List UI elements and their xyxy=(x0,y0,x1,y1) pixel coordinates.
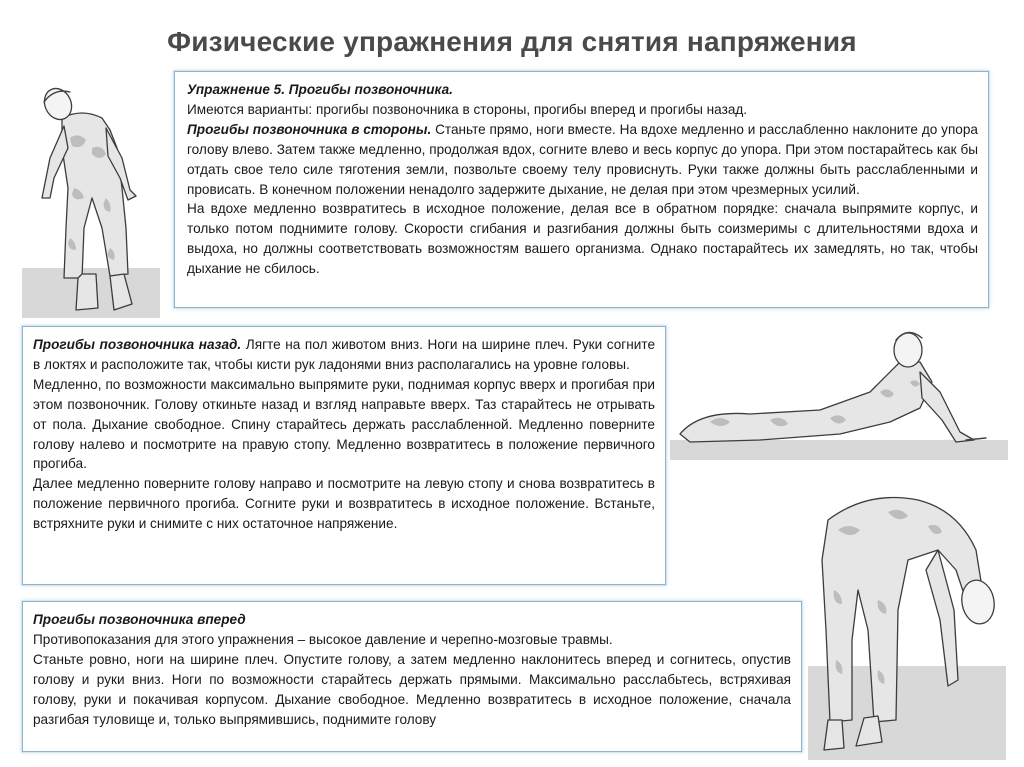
back-bends-heading: Прогибы позвоночника назад. xyxy=(33,337,242,352)
variants-text: Имеются варианты: прогибы позвоночника в стороны, прогибы вперед и прогибы назад. xyxy=(187,101,748,117)
forward-bend-figure xyxy=(808,490,1008,762)
back-bends-finish-text: Далее медленно поверните голову направо и посмотрите на левую стопу и снова возвратитесь в положение первичного прогиба. Согните руки и возвратитесь в исходное положение. Встаньте, встряхните руки и снимите с них остаточное напряжение. xyxy=(33,476,655,532)
back-bend-figure xyxy=(670,322,1010,462)
back-bends-text: Медленно, по возможности максимально выпрямите руки, поднимая корпус вверх и прогибая при этом позвоночник. Голову откиньте назад и взгляд направьте вверх. Таз старайтесь не отрывать от пола. Дыхание свободное. Спину старайтесь держать расслабленной. Медленно поверните голову налево и посмотрите на правую стопу. Медленно возвратитесь в положение первичного прогиба. xyxy=(33,376,655,472)
forward-bends-heading: Прогибы позвоночника вперед xyxy=(33,612,246,627)
back-bends-textbox xyxy=(22,326,666,585)
side-bend-figure xyxy=(22,78,162,320)
back-bends-intro-text: Лягте на пол животом вниз. Ноги на ширине плеч. Руки согните в локтях и расположите так, чтобы кисти рук ладонями вниз располагались на уровне головы. xyxy=(33,337,655,372)
forward-bends-text: Станьте ровно, ноги на ширине плеч. Опустите голову, а затем медленно наклонитесь вперед и согнитесь, опустив голову и руки вниз. Ноги по возможности старайтесь держать прямыми. Максимально расслабьтесь, встряхивая голову, руки и покачивая корпусом. Дыхание свободное. Медленно возвратитесь в исходное положение, сначала разгибая туловище и, только выпрямившись, поднимите голову xyxy=(33,651,791,727)
side-bends-return-text: На вдохе медленно возвратитесь в исходное положение, делая все в обратном порядке: сначала выпрямите корпус, и только потом поднимите голову. Скорости сгибания и разгибания должны быть соизмеримы с длительностями вдоха и выдоха, но должны соответствовать возможностям вашего организма. Однако постарайтесь их замедлять, но так, чтобы дыхание не сбилось. xyxy=(187,201,978,277)
forward-bends-textbox xyxy=(22,601,802,752)
side-bends-heading: Прогибы позвоночника в стороны. xyxy=(187,121,432,137)
side-bends-textbox xyxy=(174,71,989,308)
side-bends-text: Станьте прямо, ноги вместе. На вдохе медленно и расслабленно наклоните до упора голову влево. Затем также медленно, продолжая вдох, согните влево и весь корпус до упора. При этом постарайтесь как бы отдать свое тело силе тяготения земли, позвольте своему телу провиснуть. Руки также должны быть расслабленными и провисать. В конечном положении ненадолго задержите дыхание, не делая при этом чрезмерных усилий. xyxy=(187,121,978,197)
contraindications-text: Противопоказания для этого упражнения – высокое давление и черепно-мозговые травмы. xyxy=(33,631,613,647)
page-title: Физические упражнения для снятия напряжения xyxy=(167,26,857,57)
exercise-heading: Упражнение 5. Прогибы позвоночника. xyxy=(187,82,453,97)
